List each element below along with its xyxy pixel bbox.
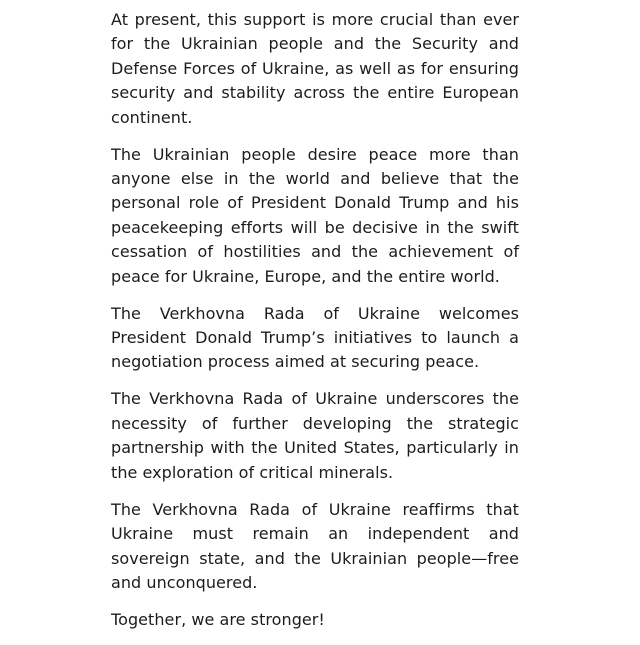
paragraph-negotiation: The Verkhovna Rada of Ukraine welcomes President Donald Trump’s initiatives to launch a negotiation process aimed at securing peace.	[111, 303, 519, 372]
document-body	[111, 8, 519, 645]
paragraph-closing: Together, we are stronger!	[111, 609, 325, 629]
paragraph-support: At present, this support is more crucial than ever for the Ukrainian people and the Security and Defense Forces of Ukraine, as well as for ensuring security and stability across the entire European continent.	[111, 10, 519, 127]
paragraph-sovereignty: The Verkhovna Rada of Ukraine reaffirms that Ukraine must remain an independent and sovereign state, and the Ukrainian people—free and unconquered.	[111, 499, 519, 592]
paragraph-partnership: The Verkhovna Rada of Ukraine underscores the necessity of further developing the strategic partnership with the United States, particularly in the exploration of critical minerals.	[111, 389, 519, 482]
paragraph-peace: The Ukrainian people desire peace more than anyone else in the world and believe that the personal role of President Donald Trump and his peacekeeping efforts will be decisive in the swift cessation of hostilities and the achievement of peace for Ukraine, Europe, and the entire world.	[111, 144, 519, 286]
